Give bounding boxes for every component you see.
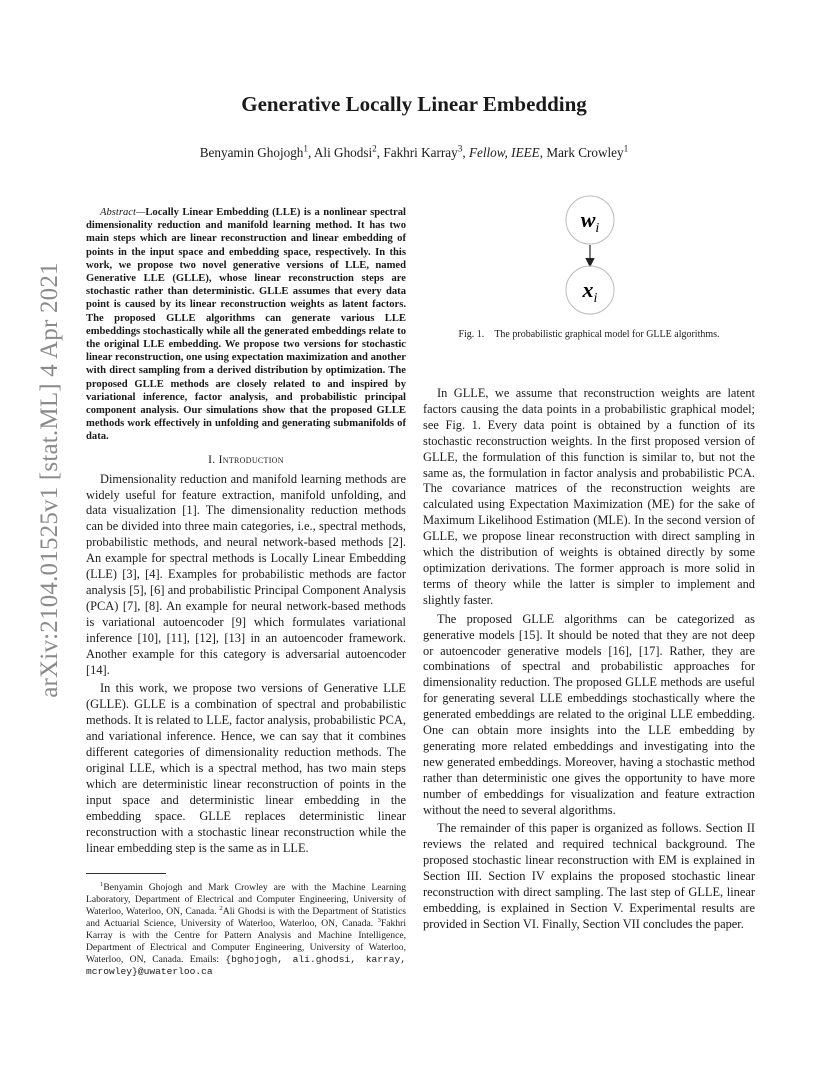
figure-1 <box>423 190 755 340</box>
abstract-label: Abstract <box>100 207 136 218</box>
author-name: Mark Crowley <box>546 145 624 160</box>
figure-caption <box>423 329 755 340</box>
paragraph: The proposed GLLE algorithms can be categorized as generative models [15]. It should be noted that they are not deep or autoencoder generative models [16], [17]. Rather, they are combinations of spectral and probabilistic approaches for dimensionality reduction. The proposed GLLE methods are useful for generating several LLE embeddings stochastically where the generated embeddings are related to the original LLE embedding. One can obtain more insights into the LLE embedding by generating more related embeddings and investigating into the new generated embeddings. Moreover, having a stochastic method rather than deterministic one gives the opportunity to have more number of embeddings for visualization and feature extraction without the need to several algorithms. <box>423 611 755 817</box>
author-name: Fakhri Karray <box>383 145 458 160</box>
paragraph: In GLLE, we assume that reconstruction weights are latent factors causing the data points in a probabilistic graphical model; see Fig. 1. Every data point is obtained by a function of its stochastic reconstruction weights. In the first proposed version of GLLE, the formulation of this function is similar to, but not the same as, the formulation in factor analysis and probabilistic PCA. The covariance matrices of the reconstruction weights are calculated using Expectation Maximization (ME) for the sake of Maximum Likelihood Estimation (MLE). In the second version of GLLE, we propose linear reconstruction with direct sampling in which the distribution of weights is obtained directly by some optimization derivations. The former approach is more solid in terms of theory while the latter is simpler to implement and slightly faster. <box>423 386 755 607</box>
caption-text: The probabilistic graphical model for GLLE algorithms. <box>494 329 720 340</box>
footnote-rule <box>86 873 166 874</box>
paragraph: Dimensionality reduction and manifold learning methods are widely useful for feature extraction, manifold unfolding, and data visualization [1]. The dimensionality reduction methods can be divided into three main categories, i.e., spectral methods, probabilistic methods, and neural network-based methods [2]. An example for spectral methods is Locally Linear Embedding (LLE) [3], [4]. Examples for probabilistic methods are factor analysis [5], [6] and probabilistic Principal Component Analysis (PCA) [7], [8]. An example for neural network-based methods is variational autoencoder [9] which formulates variational inference [10], [11], [12], [13] in an autoencoder framework. Another example for this category is adversarial autoencoder [14]. <box>86 471 406 677</box>
paragraph: In this work, we propose two versions of Generative LLE (GLLE). GLLE is a combination of spectral and probabilistic methods. It is related to LLE, factor analysis, probabilistic PCA, and variational inference. Hence, we can say that it combines different categories of dimensionality reduction methods. The original LLE, which is a spectral method, has two main steps which are deterministic linear reconstruction of points in the input space and deterministic linear embedding in the embedding space. GLLE replaces deterministic linear reconstruction with a stochastic linear reconstruction while the linear embedding step is the same as in LLE. <box>86 681 406 855</box>
author-name: Ali Ghodsi <box>313 145 373 160</box>
footnote-emails: {bghojogh, ali.ghodsi, karray, mcrowley}@uwaterloo.ca <box>86 954 406 978</box>
node-label-w: $w_i$ <box>580 207 600 236</box>
right-column <box>423 386 755 936</box>
author-honor: Fellow, IEEE <box>468 145 540 160</box>
footnote-text: Fakhri Karray is with the Centre for Pattern Analysis and Machine Intelligence, Department of Electrical and Computer Engineering, University of Waterloo, Waterloo, ON, Canada. Emails: <box>86 918 407 966</box>
footnote: $^1$Benyamin Ghojogh and Mark Crowley are with the Machine Learning Laboratory, Department of Electrical and Computer Engineering, University of Waterloo, Waterloo, ON, Canada. $^2$Ali Ghodsi is with the Department of Statistics and Actuarial Science, University of Waterloo, Waterloo, ON, Canada. $^3$Fakhri Karray is with the Centre for Pattern Analysis and Machine Intelligence, Department of Electrical and Computer Engineering, University of Waterloo, Waterloo, ON, Canada. Emails: {bghojogh, ali.ghodsi, karray, mcrowley}@uwaterloo.ca <box>86 881 407 978</box>
intro-text <box>86 472 406 857</box>
abstract-text: Locally Linear Embedding (LLE) is a nonlinear spectral dimensionality reduction and manifold learning method. It has two main steps which are linear reconstruction and linear embedding of points in the input space and embedding space, respectively. In this work, we propose two novel generative versions of LLE, named Generative LLE (GLLE), whose linear reconstruction steps are stochastic rather than deterministic. GLLE assumes that every data point is caused by its linear reconstruction weights as latent factors. The proposed GLLE algorithms can generate various LLE embeddings stochastically while all the generated embeddings relate to the original LLE embedding. We propose two versions for stochastic linear reconstruction, one using expectation maximization and another with direct sampling from a derived distribution by optimization. The proposed GLLE methods are closely related to and inspired by variational inference, factor analysis, and probabilistic principal component analysis. Our simulations show that the proposed GLLE methods work effectively in unfolding and generating submanifolds of data. <box>86 207 406 443</box>
abstract: Abstract—Locally Linear Embedding (LLE) is a nonlinear spectral dimensionality reduction and manifold learning method. It has two main steps which are linear reconstruction and linear embedding of points in the input space and embedding space, respectively. In this work, we propose two novel generative versions of LLE, named Generative LLE (GLLE), whose linear reconstruction steps are stochastic rather than deterministic. GLLE assumes that every data point is caused by its linear reconstruction weights as latent factors. The proposed GLLE algorithms can generate various LLE embeddings stochastically while all the generated embeddings relate to the original LLE embedding. We propose two versions for stochastic linear reconstruction, one using expectation maximization and another with direct sampling from a derived distribution by optimization. The proposed GLLE methods are closely related to and inspired by variational inference, factor analysis, and probabilistic principal component analysis. Our simulations show that the proposed GLLE methods work effectively in unfolding and generating submanifolds of data. <box>86 207 406 443</box>
paper-title: Generative Locally Linear Embedding <box>241 92 587 116</box>
caption-label: Fig. 1. <box>458 329 485 340</box>
author-line: Benyamin Ghojogh$^1$, Ali Ghodsi$^2$, Fakhri Karray$^3$, Fellow, IEEE, Mark Crowley$^1$ <box>199 143 629 160</box>
left-column <box>86 0 406 978</box>
author-name: Benyamin Ghojogh <box>199 145 304 160</box>
arxiv-identifier: arXiv:2104.01525v1 [stat.ML] 4 Apr 2021 <box>36 262 63 698</box>
node-label-x: $x_i$ <box>582 277 598 306</box>
footnote-text: Ali Ghodsi is with the Department of Statistics and Actuarial Science, University of Waterloo, Waterloo, ON, Canada. <box>86 906 406 930</box>
footnote-text: Benyamin Ghojogh and Mark Crowley are with the Machine Learning Laboratory, Department of Electrical and Computer Engineering, University of Waterloo, Waterloo, ON, Canada. <box>86 882 406 918</box>
graphical-model-diagram <box>423 190 755 320</box>
section-heading: I. Introduction <box>208 453 284 466</box>
paragraph: The remainder of this paper is organized as follows. Section II reviews the related and required technical background. The proposed stochastic linear reconstruction with EM is explained in Section III. Section IV explains the proposed stochastic linear reconstruction with direct sampling. The last step of GLLE, linear embedding, is explained in Section V. Experimental results are provided in Section VI. Finally, Section VII concludes the paper. <box>423 821 755 931</box>
